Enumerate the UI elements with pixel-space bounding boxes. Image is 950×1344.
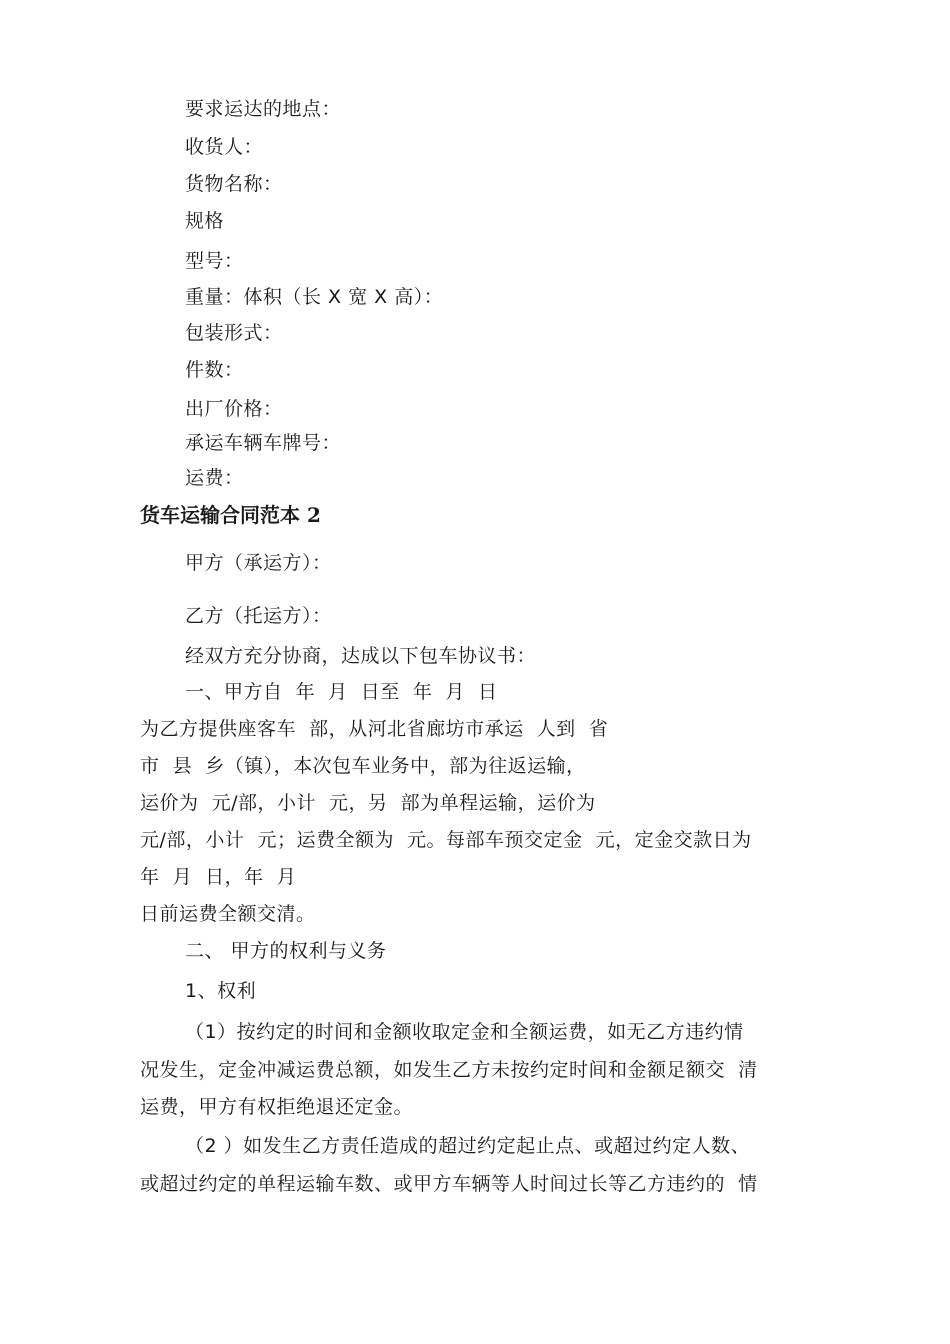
body-line: 为乙方提供座客车 部，从河北省廊坊市承运 人到 省: [140, 718, 609, 740]
body-line: 年 月 日，年 月: [140, 866, 297, 888]
body-line: 市 县 乡（镇），本次包车业务中，部为往返运输，: [140, 755, 586, 777]
field-spec: 规格: [185, 210, 225, 232]
field-plate-number: 承运车辆车牌号：: [185, 432, 342, 454]
section-heading: 货车运输合同范本 2: [140, 503, 321, 527]
field-destination: 要求运达的地点：: [185, 98, 342, 120]
body-line: 日前运费全额交清。: [140, 903, 316, 925]
body-line: 运价为 元/部，小计 元，另 部为单程运输，运价为: [140, 792, 596, 814]
body-line: 况发生，定金冲减运费总额，如发生乙方未按约定时间和金额足额交 清: [140, 1059, 758, 1081]
body-line: 二、 甲方的权利与义务: [185, 940, 387, 962]
party-a: 甲方（承运方）：: [185, 552, 332, 574]
field-model: 型号：: [185, 250, 244, 272]
field-goods-name: 货物名称：: [185, 173, 283, 195]
body-line: 经双方充分协商，达成以下包车协议书：: [185, 645, 537, 667]
field-weight-volume: 重量：体积（长 X 宽 X 高）：: [185, 286, 444, 308]
body-line: 运费，甲方有权拒绝退还定金。: [140, 1096, 414, 1118]
body-line: 1、权利: [185, 980, 257, 1002]
field-factory-price: 出厂价格：: [185, 398, 283, 420]
body-line: 或超过约定的单程运输车数、或甲方车辆等人时间过长等乙方违约的 情: [140, 1173, 758, 1195]
body-line: 一、甲方自 年 月 日至 年 月 日: [185, 681, 498, 703]
party-b: 乙方（托运方）：: [185, 605, 332, 627]
field-pieces: 件数：: [185, 359, 244, 381]
body-line: （2 ）如发生乙方责任造成的超过约定起止点、或超过约定人数、: [185, 1135, 751, 1157]
field-consignee: 收货人：: [185, 136, 264, 158]
field-packaging: 包装形式：: [185, 322, 283, 344]
body-line: （1）按约定的时间和金额收取定金和全额运费，如无乙方违约情: [185, 1021, 744, 1043]
field-freight: 运费：: [185, 467, 244, 489]
body-line: 元/部，小计 元；运费全额为 元。每部车预交定金 元，定金交款日为: [140, 829, 752, 851]
